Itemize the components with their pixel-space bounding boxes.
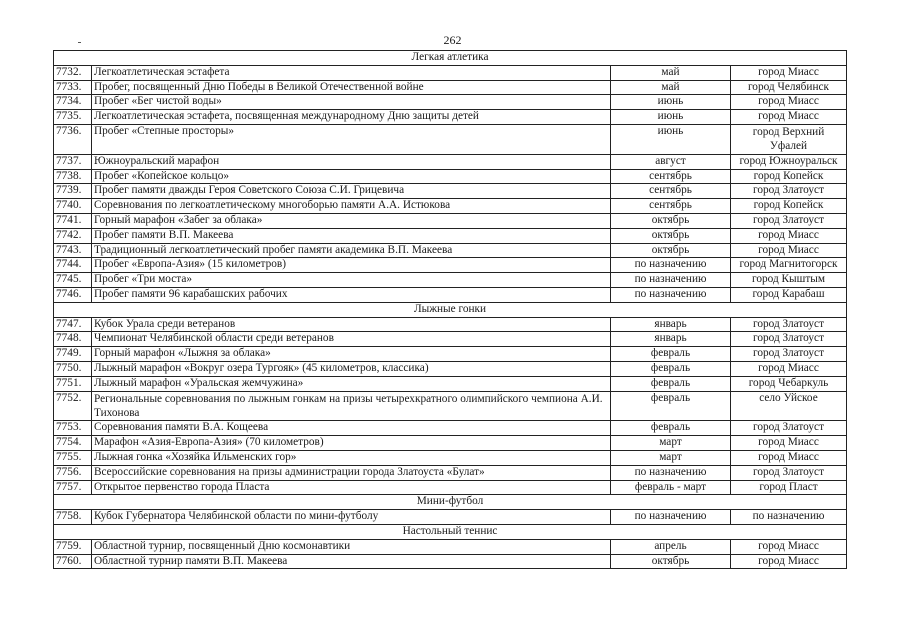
- row-number: 7757.: [54, 480, 92, 495]
- event-place: город Копейск: [731, 199, 847, 214]
- event-place: город Миасс: [731, 65, 847, 80]
- event-date: январь: [611, 317, 731, 332]
- event-place: город Златоуст: [731, 332, 847, 347]
- event-place: город Южноуральск: [731, 154, 847, 169]
- table-row: [54, 287, 847, 302]
- table-row: [54, 347, 847, 362]
- row-number: 7733.: [54, 80, 92, 95]
- table-row: [54, 169, 847, 184]
- event-date: май: [611, 65, 731, 80]
- table-row: [54, 510, 847, 525]
- row-number: 7751.: [54, 376, 92, 391]
- event-date: июнь: [611, 124, 731, 154]
- event-place: город Карабаш: [731, 287, 847, 302]
- event-place: город Челябинск: [731, 80, 847, 95]
- row-number: 7739.: [54, 184, 92, 199]
- row-number: 7735.: [54, 110, 92, 125]
- event-date: февраль: [611, 361, 731, 376]
- event-date: февраль: [611, 421, 731, 436]
- event-name: Легкоатлетическая эстафета, посвященная международному Дню защиты детей: [92, 110, 611, 125]
- row-number: 7743.: [54, 243, 92, 258]
- row-number: 7741.: [54, 213, 92, 228]
- row-number: 7742.: [54, 228, 92, 243]
- table-row: [54, 273, 847, 288]
- event-date: февраль - март: [611, 480, 731, 495]
- event-name: Лыжный марафон «Вокруг озера Тургояк» (45 километров, классика): [92, 361, 611, 376]
- event-place: город Златоуст: [731, 213, 847, 228]
- table-row: [54, 436, 847, 451]
- event-place: город Миасс: [731, 539, 847, 554]
- event-name: Пробег памяти дважды Героя Советского Союза С.И. Грицевича: [92, 184, 611, 199]
- event-place: город Миасс: [731, 554, 847, 569]
- event-date: февраль: [611, 391, 731, 421]
- event-date: апрель: [611, 539, 731, 554]
- event-place: город Миасс: [731, 436, 847, 451]
- event-date: по назначению: [611, 510, 731, 525]
- row-number: 7740.: [54, 199, 92, 214]
- event-name: Южноуральский марафон: [92, 154, 611, 169]
- row-number: 7752.: [54, 391, 92, 421]
- row-number: 7745.: [54, 273, 92, 288]
- event-place: город Пласт: [731, 480, 847, 495]
- event-place: город Златоуст: [731, 317, 847, 332]
- event-date: по назначению: [611, 258, 731, 273]
- event-date: по назначению: [611, 287, 731, 302]
- table-row: [54, 243, 847, 258]
- event-name: Пробег «Бег чистой воды»: [92, 95, 611, 110]
- section-header: [54, 524, 847, 539]
- section-header: [54, 302, 847, 317]
- event-place: город Кыштым: [731, 273, 847, 288]
- table-row: [54, 361, 847, 376]
- table-row: [54, 213, 847, 228]
- event-name: Горный марафон «Забег за облака»: [92, 213, 611, 228]
- page-number: 262: [443, 33, 462, 47]
- event-date: октябрь: [611, 228, 731, 243]
- event-name: Пробег «Три моста»: [92, 273, 611, 288]
- row-number: 7756.: [54, 465, 92, 480]
- row-number: 7736.: [54, 124, 92, 154]
- table-row: [54, 465, 847, 480]
- event-place: город Миасс: [731, 228, 847, 243]
- event-place: город Чебаркуль: [731, 376, 847, 391]
- event-date: июнь: [611, 110, 731, 125]
- events-table: [53, 50, 847, 569]
- section-title: Мини-футбол: [54, 495, 847, 510]
- table-row: [54, 258, 847, 273]
- row-number: 7732.: [54, 65, 92, 80]
- row-number: 7747.: [54, 317, 92, 332]
- table-row: [54, 199, 847, 214]
- event-place: город Златоуст: [731, 465, 847, 480]
- table-row: [54, 539, 847, 554]
- table-row: [54, 228, 847, 243]
- event-name: Традиционный легкоатлетический пробег памяти академика В.П. Макеева: [92, 243, 611, 258]
- event-name: Кубок Губернатора Челябинской области по мини-футболу: [92, 510, 611, 525]
- row-number: 7758.: [54, 510, 92, 525]
- event-name: Соревнования по легкоатлетическому многоборью памяти А.А. Истюкова: [92, 199, 611, 214]
- row-number: 7760.: [54, 554, 92, 569]
- event-name: Пробег «Европа-Азия» (15 километров): [92, 258, 611, 273]
- event-name: Пробег памяти В.П. Макеева: [92, 228, 611, 243]
- event-date: по назначению: [611, 465, 731, 480]
- row-number: 7749.: [54, 347, 92, 362]
- section-title: Легкая атлетика: [54, 51, 847, 66]
- row-number: 7759.: [54, 539, 92, 554]
- table-row: [54, 184, 847, 199]
- event-place: по назначению: [731, 510, 847, 525]
- table-row: [54, 110, 847, 125]
- event-date: октябрь: [611, 213, 731, 228]
- table-row: [54, 65, 847, 80]
- event-place: город Златоуст: [731, 184, 847, 199]
- event-name: Областной турнир памяти В.П. Макеева: [92, 554, 611, 569]
- scan-dot: [78, 42, 81, 43]
- event-date: март: [611, 436, 731, 451]
- table-row: [54, 95, 847, 110]
- table-row: [54, 80, 847, 95]
- event-date: январь: [611, 332, 731, 347]
- row-number: 7748.: [54, 332, 92, 347]
- row-number: 7753.: [54, 421, 92, 436]
- event-name: Легкоатлетическая эстафета: [92, 65, 611, 80]
- event-name: Марафон «Азия-Европа-Азия» (70 километров): [92, 436, 611, 451]
- section-title: Настольный теннис: [54, 524, 847, 539]
- event-place: село Уйское: [731, 391, 847, 421]
- event-name: Пробег «Копейское кольцо»: [92, 169, 611, 184]
- event-date: февраль: [611, 376, 731, 391]
- event-name: Соревнования памяти В.А. Кощеева: [92, 421, 611, 436]
- event-place: город Миасс: [731, 450, 847, 465]
- table-row: [54, 154, 847, 169]
- event-date: сентябрь: [611, 184, 731, 199]
- event-name: Лыжный марафон «Уральская жемчужина»: [92, 376, 611, 391]
- event-date: по назначению: [611, 273, 731, 288]
- event-date: июнь: [611, 95, 731, 110]
- section-header: [54, 495, 847, 510]
- table-row: [54, 317, 847, 332]
- event-place: город Златоуст: [731, 421, 847, 436]
- event-name: Пробег памяти 96 карабашских рабочих: [92, 287, 611, 302]
- event-place: город Миасс: [731, 243, 847, 258]
- event-place: город Миасс: [731, 110, 847, 125]
- event-name: Открытое первенство города Пласта: [92, 480, 611, 495]
- table-row: [54, 421, 847, 436]
- event-date: август: [611, 154, 731, 169]
- event-date: сентябрь: [611, 169, 731, 184]
- section-title: Лыжные гонки: [54, 302, 847, 317]
- event-place: город Верхний Уфалей: [731, 124, 847, 154]
- event-date: май: [611, 80, 731, 95]
- row-number: 7755.: [54, 450, 92, 465]
- section-header: [54, 51, 847, 66]
- event-name: Всероссийские соревнования на призы администрации города Златоуста «Булат»: [92, 465, 611, 480]
- event-place: город Копейск: [731, 169, 847, 184]
- table-row: [54, 124, 847, 154]
- event-place: город Златоуст: [731, 347, 847, 362]
- row-number: 7746.: [54, 287, 92, 302]
- event-name: Региональные соревнования по лыжным гонкам на призы четырехкратного олимпийского чемпиона А.И. Тихонова: [92, 391, 611, 421]
- event-date: март: [611, 450, 731, 465]
- row-number: 7750.: [54, 361, 92, 376]
- event-place: город Миасс: [731, 95, 847, 110]
- event-place: город Магнитогорск: [731, 258, 847, 273]
- event-name: Областной турнир, посвященный Дню космонавтики: [92, 539, 611, 554]
- table-row: [54, 332, 847, 347]
- row-number: 7744.: [54, 258, 92, 273]
- table-row: [54, 554, 847, 569]
- table-row: [54, 450, 847, 465]
- row-number: 7734.: [54, 95, 92, 110]
- event-date: сентябрь: [611, 199, 731, 214]
- row-number: 7754.: [54, 436, 92, 451]
- table-row: [54, 376, 847, 391]
- event-date: октябрь: [611, 243, 731, 258]
- event-name: Пробег, посвященный Дню Победы в Великой Отечественной войне: [92, 80, 611, 95]
- row-number: 7738.: [54, 169, 92, 184]
- event-name: Лыжная гонка «Хозяйка Ильменских гор»: [92, 450, 611, 465]
- event-date: октябрь: [611, 554, 731, 569]
- table-row: [54, 480, 847, 495]
- event-name: Чемпионат Челябинской области среди ветеранов: [92, 332, 611, 347]
- event-name: Горный марафон «Лыжня за облака»: [92, 347, 611, 362]
- event-name: Кубок Урала среди ветеранов: [92, 317, 611, 332]
- row-number: 7737.: [54, 154, 92, 169]
- event-date: февраль: [611, 347, 731, 362]
- table-row: [54, 391, 847, 421]
- event-name: Пробег «Степные просторы»: [92, 124, 611, 154]
- event-place: город Миасс: [731, 361, 847, 376]
